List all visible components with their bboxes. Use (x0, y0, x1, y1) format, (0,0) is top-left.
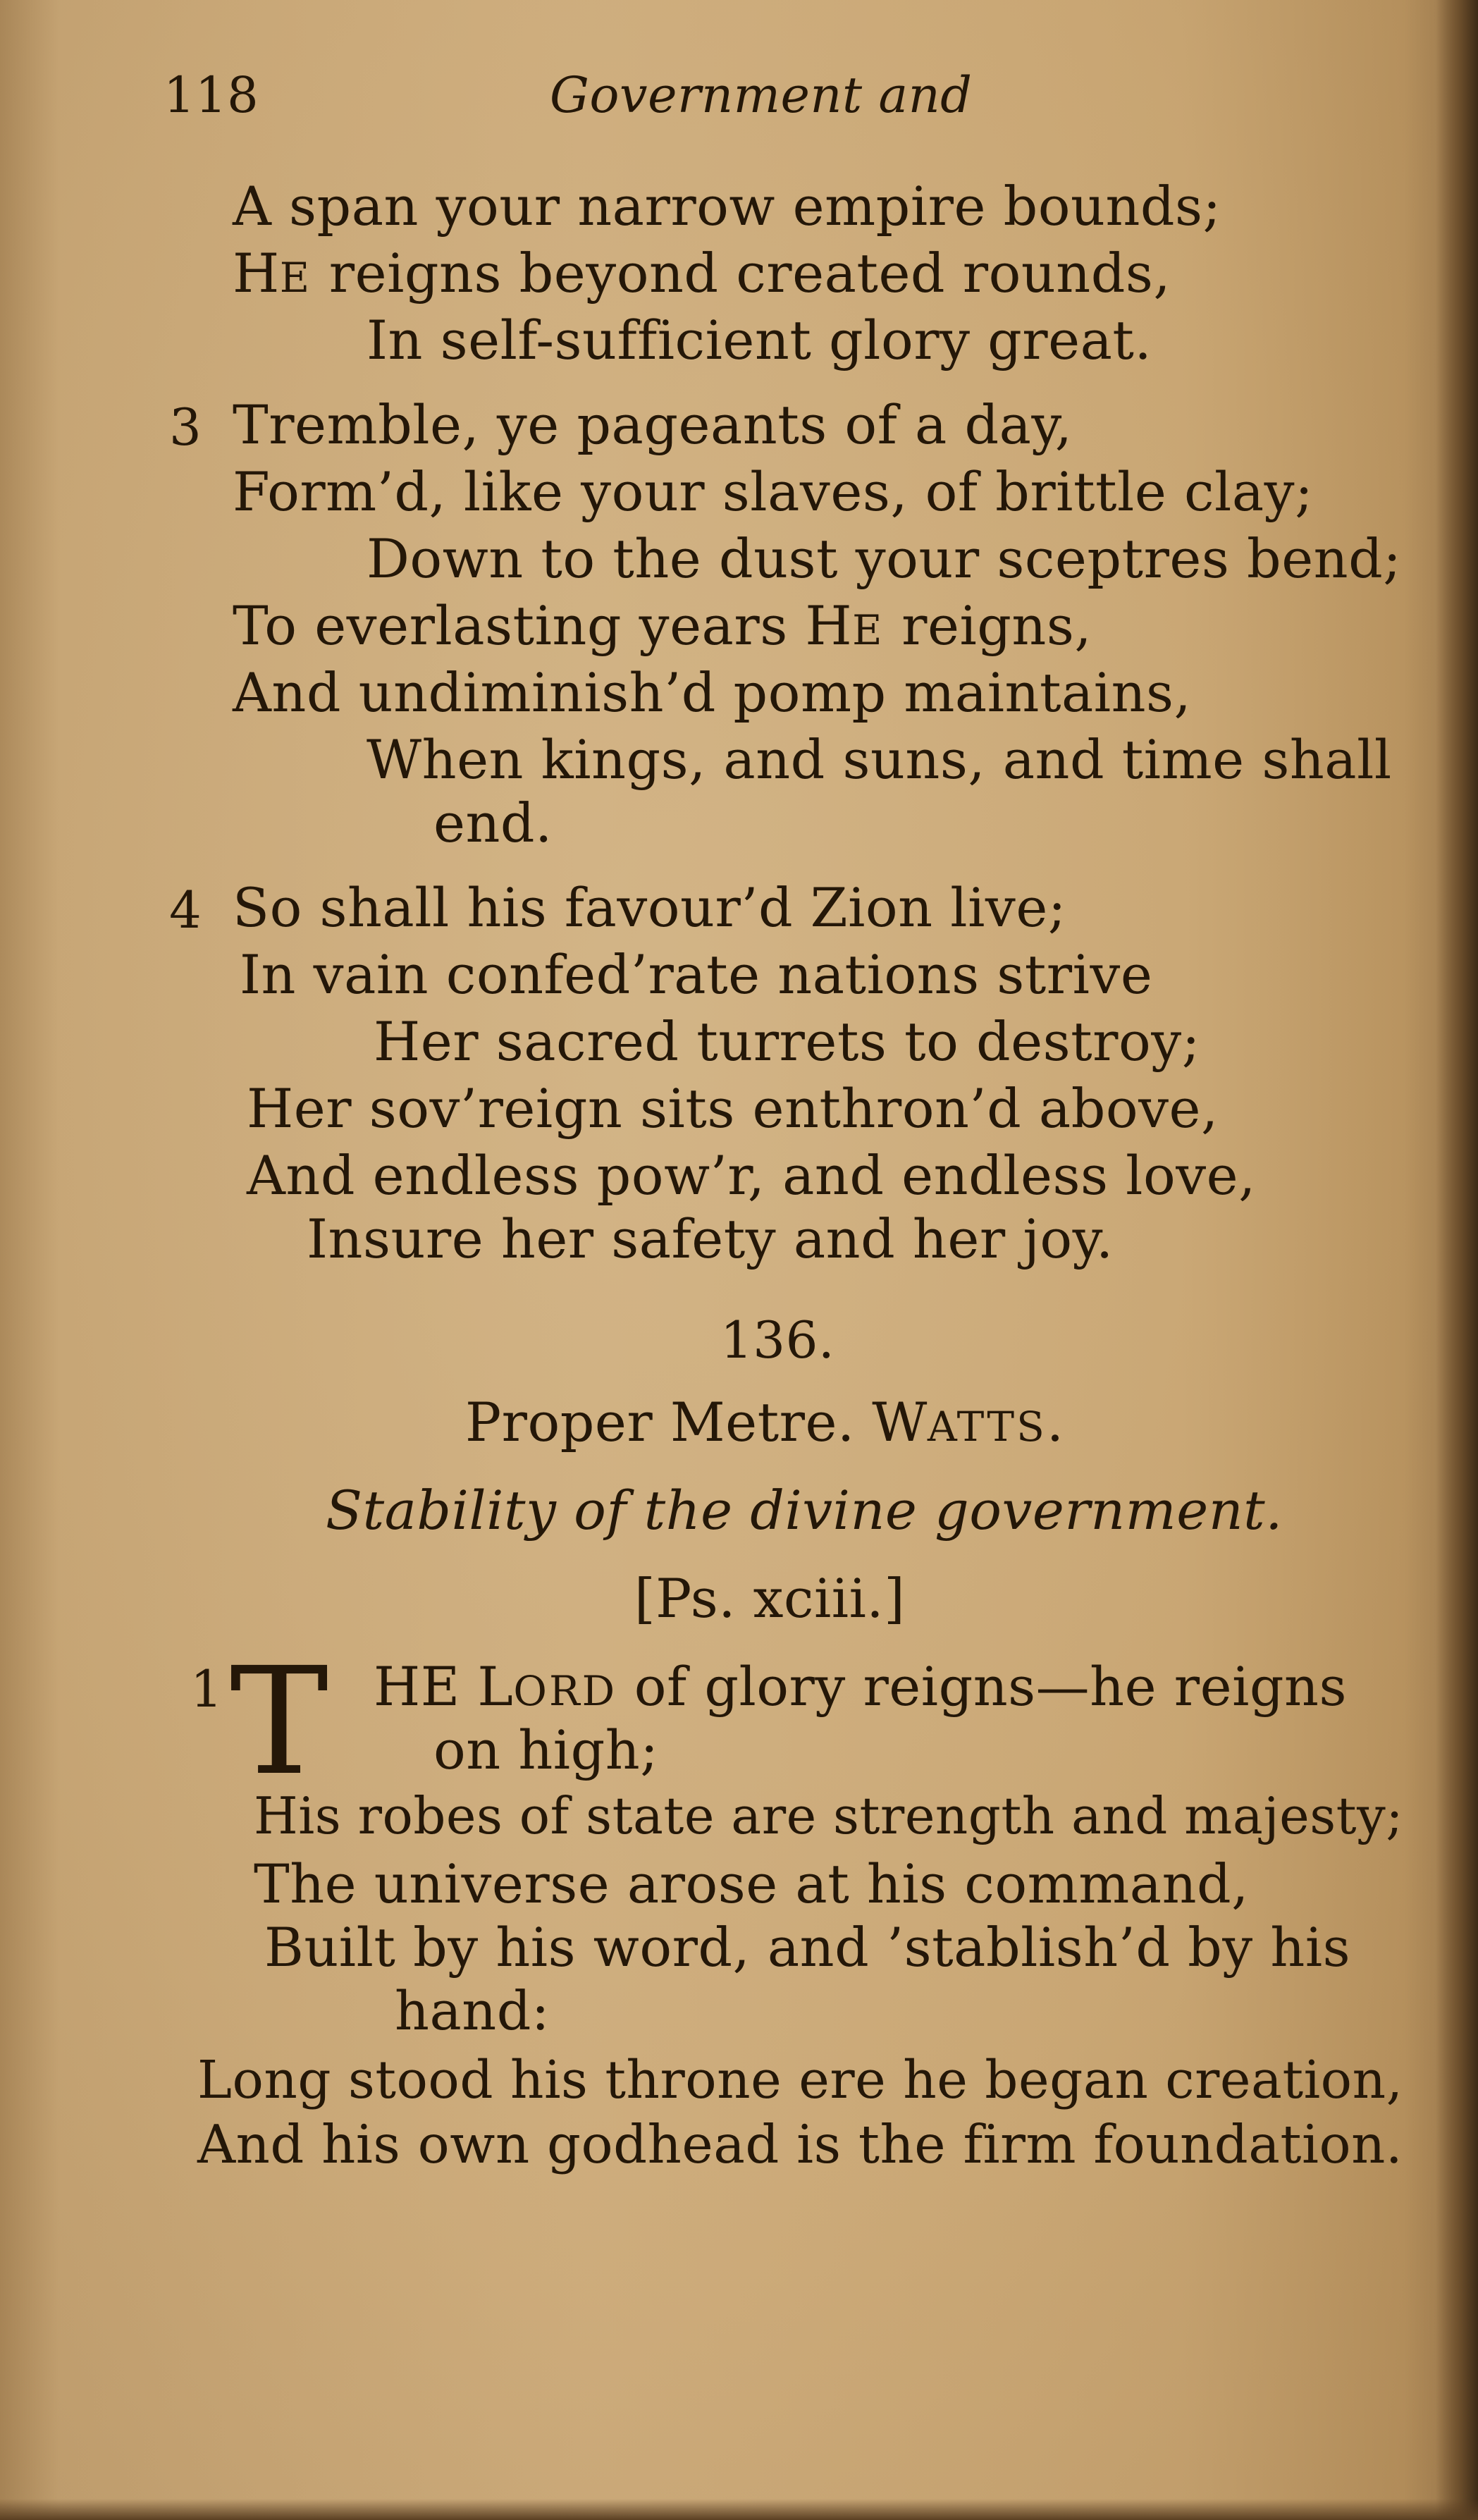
verse-line: And his own godhead is the firm foundation. (197, 2113, 1403, 2175)
hymn-subject: Stability of the divine government. (326, 1479, 1283, 1542)
verse-line: on high; (433, 1719, 659, 1781)
stanza-number: 4 (169, 880, 202, 940)
hymn-meter: Proper Metre. WATTS. (465, 1391, 1064, 1453)
page-edge-shadow (1436, 0, 1478, 2520)
verse-line: And endless pow’r, and endless love, (247, 1144, 1256, 1207)
verse-line: Tremble, ye pageants of a day, (233, 393, 1073, 456)
verse-line: Down to the dust your sceptres bend; (367, 527, 1402, 590)
page-bottom-shadow (0, 2499, 1478, 2520)
verse-line: When kings, and suns, and time shall (367, 728, 1392, 791)
verse-line: Form’d, like your slaves, of brittle clay; (233, 460, 1314, 523)
hymn-number: 136. (720, 1310, 835, 1370)
verse-line: A span your narrow empire bounds; (233, 175, 1221, 238)
drop-cap: T (230, 1635, 329, 1808)
verse-line: Her sacred turrets to destroy; (374, 1010, 1200, 1073)
verse-line: hand: (395, 1979, 550, 2042)
verse-line: end. (433, 792, 553, 854)
running-title: Government and (550, 66, 973, 124)
verse-line: In self-sufficient glory great. (367, 309, 1152, 371)
verse-line: Insure her safety and her joy. (307, 1207, 1114, 1270)
verse-line: His robes of state are strength and majesty; (254, 1786, 1404, 1845)
verse-line: The universe arose at his command, (254, 1852, 1249, 1915)
stanza-number: 1 (190, 1659, 223, 1719)
stanza-number: 3 (169, 398, 202, 457)
verse-line: In vain confed’rate nations strive (240, 943, 1153, 1006)
verse-line: Long stood his throne ere he began creation, (197, 2051, 1403, 2110)
page-number: 118 (164, 66, 259, 124)
verse-line: And undiminish’d pomp maintains, (233, 661, 1192, 724)
psalm-reference: [Ps. xciii.] (634, 1567, 906, 1630)
verse-line: To everlasting years HE reigns, (233, 594, 1092, 657)
verse-line: Her sov’reign sits enthron’d above, (247, 1077, 1219, 1140)
verse-line: HE LORD of glory reigns—he reigns (374, 1655, 1347, 1718)
verse-line: So shall his favour’d Zion live; (233, 876, 1066, 939)
verse-line: Built by his word, and ’stablish’d by his (264, 1916, 1351, 1979)
verse-line: HE reigns beyond created rounds, (233, 242, 1171, 305)
